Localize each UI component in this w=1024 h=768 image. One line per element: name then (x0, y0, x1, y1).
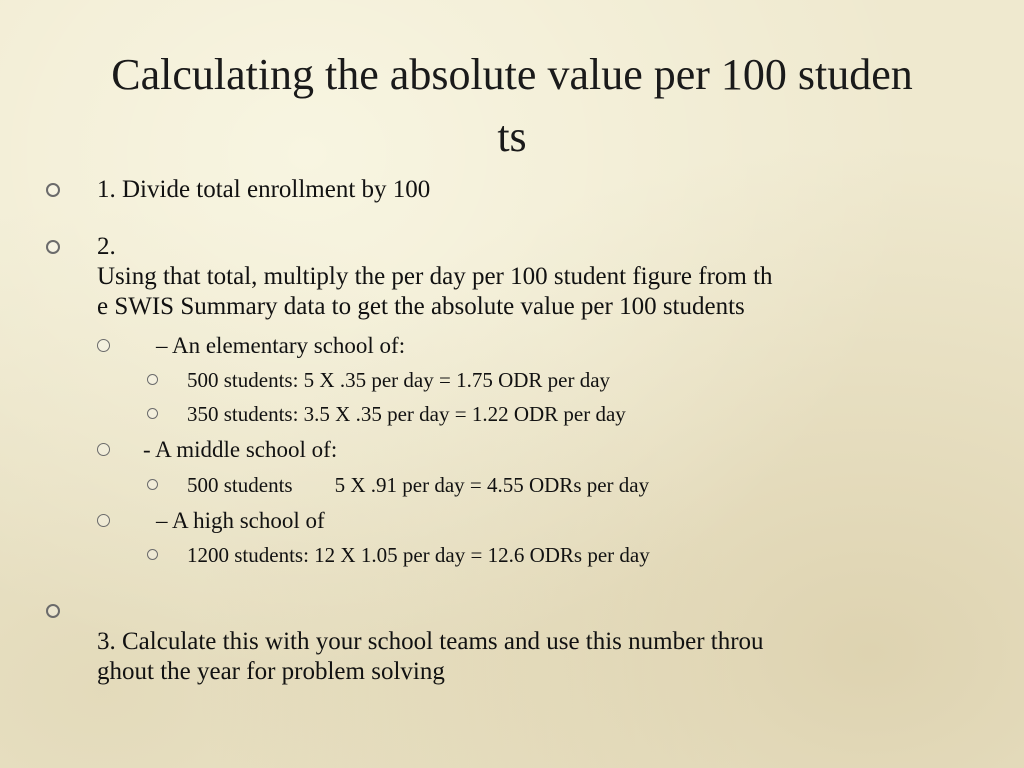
bullet-icon (97, 339, 110, 352)
middle-row-1: 500 students 5 X .91 per day = 4.55 ODRs per day (187, 473, 650, 497)
elementary-row-2: 350 students: 3.5 X .35 per day = 1.22 ODR per day (187, 402, 626, 426)
bullet-item-1: 1. Divide total enrollment by 100 (97, 176, 431, 203)
bullet-item-2-number: 2. (97, 233, 116, 260)
bullet-icon (46, 240, 60, 254)
elementary-row-1: 500 students: 5 X .35 per day = 1.75 ODR per day (187, 368, 611, 392)
sub-item-middle: - A middle school of: (143, 437, 338, 462)
sub-item-high: – A high school of (156, 508, 325, 533)
bullet-icon (147, 549, 158, 560)
bullet-icon (147, 408, 158, 419)
bullet-item-3-line-2: ghout the year for problem solving (97, 658, 445, 685)
bullet-item-2-line-1: Using that total, multiply the per day per 100 student figure from th (97, 263, 773, 290)
title-line-2: ts (497, 112, 527, 161)
bullet-icon (46, 604, 60, 618)
bullet-icon (97, 514, 110, 527)
title-line-1: Calculating the absolute value per 100 studen (111, 50, 913, 99)
bullet-icon (97, 443, 110, 456)
bullet-icon (46, 183, 60, 197)
high-row-1: 1200 students: 12 X 1.05 per day = 12.6 ODRs per day (187, 543, 650, 567)
sub-item-elementary: – An elementary school of: (156, 333, 406, 358)
bullet-item-2-line-2: e SWIS Summary data to get the absolute value per 100 students (97, 293, 745, 320)
bullet-icon (147, 479, 158, 490)
bullet-icon (147, 374, 158, 385)
slide-title (20, 44, 1004, 168)
bullet-item-3-line-1: 3. Calculate this with your school teams and use this number throu (97, 628, 764, 655)
